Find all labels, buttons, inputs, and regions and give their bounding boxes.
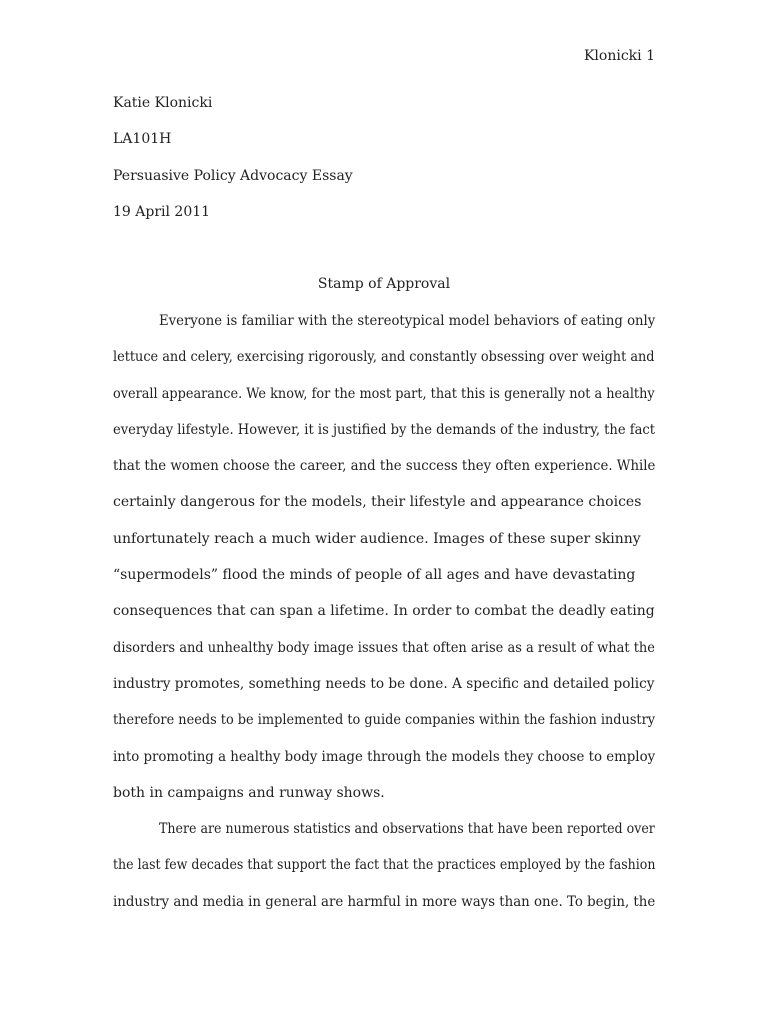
- paragraph-1-line-10: disorders and unhealthy body image issues that often arise as a result of what the: [113, 640, 655, 656]
- author-name: Katie Klonicki: [113, 95, 213, 111]
- paragraph-2-line-1: There are numerous statistics and observations that have been reported over: [159, 821, 655, 837]
- paragraph-1-line-2: lettuce and celery, exercising rigorously, and constantly obsessing over weight and: [113, 349, 655, 365]
- paragraph-1-line-13: into promoting a healthy body image through the models they choose to employ: [113, 749, 656, 765]
- paragraph-2-line-3: industry and media in general are harmful in more ways than one. To begin, the: [113, 894, 656, 910]
- paragraph-1-line-8: “supermodels” flood the minds of people of all ages and have devastating: [113, 567, 636, 583]
- paragraph-1-line-12: therefore needs to be implemented to guide companies within the fashion industry: [113, 712, 656, 728]
- paragraph-2-line-2: the last few decades that support the fact that the practices employed by the fashion: [113, 857, 656, 873]
- paragraph-1-line-5: that the women choose the career, and the success they often experience. While: [113, 458, 656, 474]
- essay-title: Stamp of Approval: [317, 276, 451, 292]
- paragraph-1-line-11: industry promotes, something needs to be done. A specific and detailed policy: [113, 676, 655, 692]
- paragraph-1-line-4: everyday lifestyle. However, it is justified by the demands of the industry, the fact: [113, 422, 655, 438]
- paragraph-1-line-9: consequences that can span a lifetime. In order to combat the deadly eating: [113, 603, 655, 619]
- course-code: LA101H: [113, 131, 172, 147]
- paragraph-1-line-6: certainly dangerous for the models, their lifestyle and appearance choices: [113, 494, 642, 510]
- running-head: Klonicki 1: [583, 48, 655, 64]
- paragraph-1-line-7: unfortunately reach a much wider audience. Images of these super skinny: [113, 531, 641, 547]
- paragraph-1-line-3: overall appearance. We know, for the most part, that this is generally not a healthy: [113, 386, 655, 402]
- paragraph-1-line-1: Everyone is familiar with the stereotypical model behaviors of eating only: [159, 313, 656, 329]
- paragraph-1-line-14: both in campaigns and runway shows.: [113, 785, 385, 801]
- assignment-title: Persuasive Policy Advocacy Essay: [113, 168, 353, 184]
- essay-date: 19 April 2011: [113, 204, 211, 220]
